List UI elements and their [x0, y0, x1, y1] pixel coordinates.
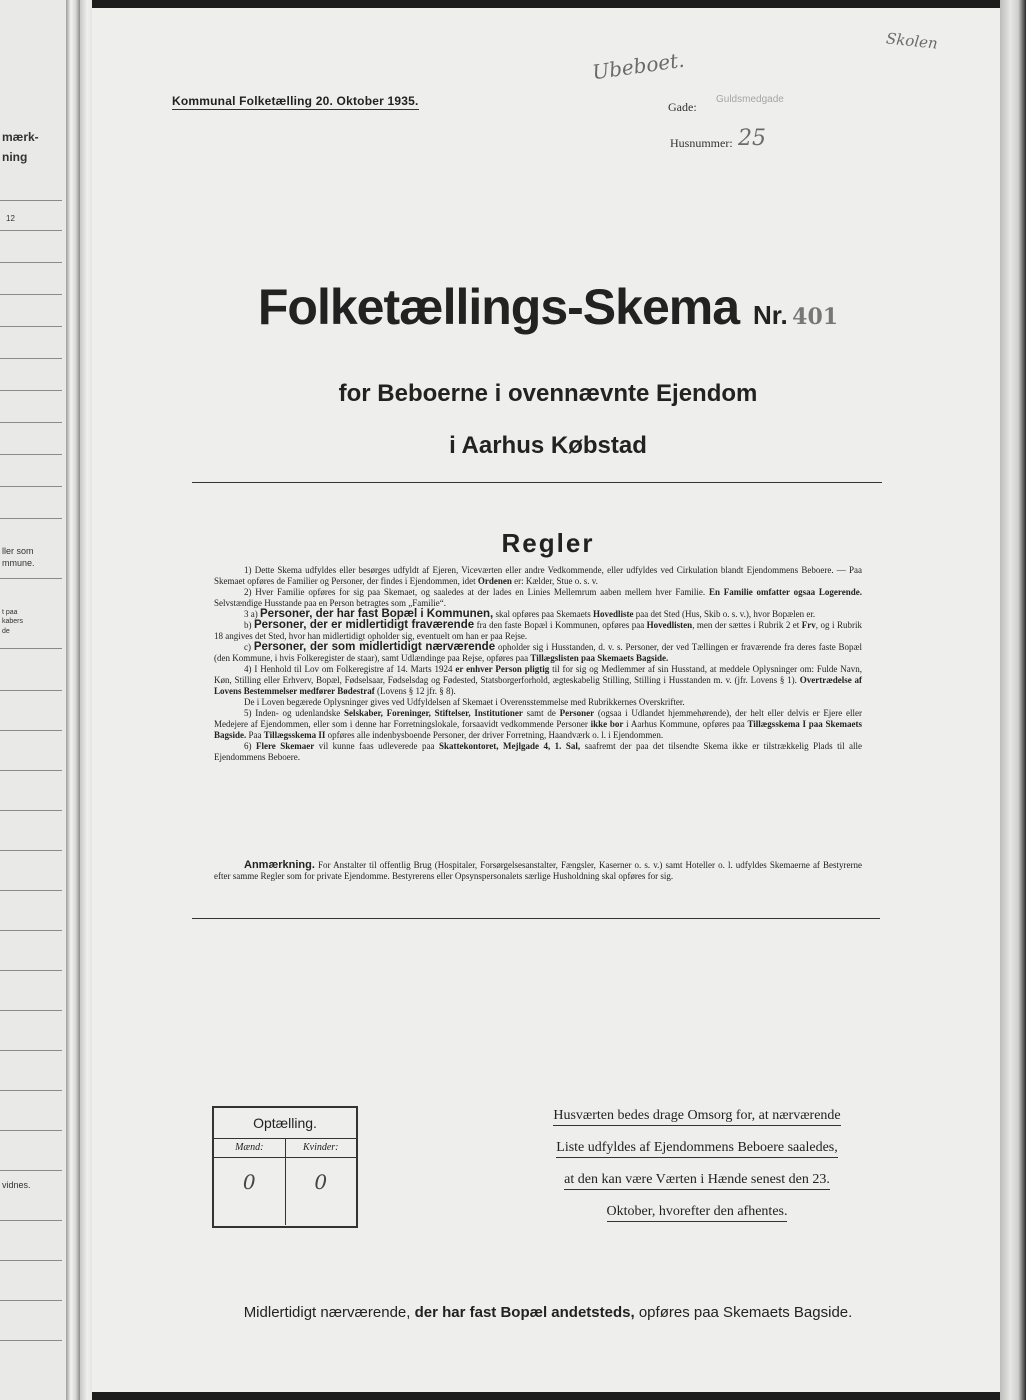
rule-3c: c) Personer, der som midlertidigt nærværende opholder sig i Husstanden, d. v. s. Personer, der ved Tællingen er fraværende fra deres faste Bopæl (den Kommune, i hvis Folkeregister de staar), samt Udlændinge paa Rejse, opføres paa Tillægslisten paa Skemaets Bagside.	[214, 641, 863, 663]
form-number-label: Nr.	[753, 300, 788, 330]
footer-part-2: der har fast Bopæl andetsteds,	[414, 1304, 635, 1321]
maend-column	[214, 1139, 285, 1225]
kvinder-column	[285, 1139, 357, 1225]
anmaerkning-label: Anmærkning.	[244, 859, 315, 871]
rule-6: 6) Flere Skemaer vil kunne faas udleverede paa Skattekontoret, Mejlgade 4, 1. Sal, saafremt der paa det tilsendte Skema ikke er tilstrækkelig Plads til alle Ejendommens Beboere.	[214, 741, 863, 762]
handwritten-ubeboet: Ubeboet.	[590, 47, 686, 85]
form-title	[92, 278, 1004, 336]
left-frag-3: t paa	[2, 609, 18, 616]
handwritten-skolen: Skolen	[885, 29, 939, 53]
husnummer-value: 25	[738, 126, 766, 151]
gade-value: Guldsmedgade	[716, 94, 784, 105]
optaelling-title: Optælling.	[214, 1108, 356, 1139]
husnummer-label: Husnummer:	[670, 136, 733, 150]
maend-label: Mænd:	[214, 1139, 285, 1158]
gade-label: Gade:	[668, 100, 697, 114]
form-subtitle-2: i Aarhus Købstad	[449, 432, 647, 459]
anmaerkning-text: For Anstalter til offentlig Brug (Hospitaler, Forsørgelsesanstalter, Fængsler, Kaserner o. s. v.) samt Hoteller o. l. udfyldes Skemaerne af Bestyrerne efter samme Regler som for private Ejendomme. Bestyrerens eller Opsynspersonalets særlige Husholdning skal opføres for sig.	[214, 860, 863, 881]
footer-part-1: Midlertidigt nærværende,	[243, 1304, 411, 1321]
rule-4: 4) I Henhold til Lov om Folkeregistre af 14. Marts 1924 er enhver Person pligtig til for sig og Medlemmer af sin Husstand, at meddele Oplysninger om: Fulde Navn, Køn, Stilling eller Erhverv, Bopæl, Fødselsaar, Fødselsdag og Fødested, Statsborgerforhold, ægteskabelig Stilling, Stilling i Husstanden m. v. (jfr. Lovens § 1). Overtrædelse af Lovens Bestemmelser medfører Bødestraf (Lovens § 12 jfr. § 8).	[214, 664, 863, 696]
census-header-title: Kommunal Folketælling 20. Oktober 1935.	[172, 94, 419, 108]
rule-3a: 3 a) Personer, der har fast Bopæl i Kommunen, skal opføres paa Skemaets Hovedliste paa det Sted (Hus, Skib o. s. v.), hvor Bopælen er.	[244, 608, 816, 620]
page-edge	[1000, 0, 1026, 1400]
rule-4-p2: De i Loven begærede Oplysninger gives ved Udfyldelsen af Skemaet i Overensstemmelse med Rubrikkernes Overskrifter.	[244, 697, 685, 707]
rule-3b: b) Personer, der er midlertidigt fraværende fra den faste Bopæl i Kommunen, opføres paa Hovedlisten, men der sættes i Rubrik 2 et Frv, og i Rubrik 18 angives det Sted, hvor han midlertidigt opholder sig, eventuelt om han er paa Rejse.	[214, 619, 862, 641]
rule-1: 1) Dette Skema udfyldes eller besørges udfyldt af Ejeren, Viceværten eller andre Vedkommende, eller udfyldes ved Cirkulation blandt Ejendommens Beboere. — Paa Skemaet opføres de Familier og Personer, der findes i Ejendommen, idet Ordenen er: Kælder, Stue o. s. v.	[214, 565, 862, 586]
form-title-main: Folketællings-Skema	[257, 279, 740, 335]
regler-heading: Regler	[501, 528, 595, 558]
book-binding	[66, 0, 80, 1400]
footer-note	[92, 1304, 1004, 1321]
left-frag-2: mmune.	[2, 558, 35, 568]
divider-top	[192, 482, 882, 483]
notice-line-4: Oktober, hvorefter den afhentes.	[607, 1204, 788, 1222]
kvinder-label: Kvinder:	[286, 1139, 357, 1158]
landlord-notice	[512, 1108, 882, 1236]
page-gutter	[80, 0, 92, 1400]
optaelling-box	[212, 1106, 358, 1228]
footer-part-3: opføres paa Skemaets Bagside.	[638, 1304, 853, 1321]
rule-5: 5) Inden- og udenlandske Selskaber, Foreninger, Stiftelser, Institutioner samt de Personer (ogsaa i Udlandet hjemmehørende), der helt eller delvis er Ejere eller Medejere af Ejendommen, eller som i denne har Forretningslokale, forsaavidt vedkommende Personer ikke bor i Aarhus Kommune, opføres paa Tillægsskema I paa Skemaets Bagside. Paa Tillægsskema II opføres alle indenbysboende Personer, der driver Forretning, Haandværk o. l. i Ejendommen.	[214, 708, 863, 740]
maend-value: 0	[242, 1170, 256, 1194]
divider-bottom	[192, 918, 880, 919]
left-frag-1: ller som	[2, 546, 34, 556]
anmaerkning-block	[214, 860, 862, 882]
left-col-number: 12	[6, 214, 15, 223]
kvinder-value: 0	[314, 1170, 328, 1194]
census-form-page	[92, 8, 1004, 1392]
form-number-value: 401	[792, 304, 839, 330]
form-subtitle-1: for Beboerne i ovennævnte Ejendom	[338, 380, 758, 407]
left-mark-bottom: ning	[2, 150, 28, 164]
notice-line-3: at den kan være Værten i Hænde senest den 23.	[564, 1172, 830, 1190]
rule-2: 2) Hver Familie opføres for sig paa Skemaet, og saaledes at der lades en Linies Mellemrum aaben mellem hver Familie. En Familie omfatter ogsaa Logerende. Selvstændige Husstande paa en Person betragtes som „Familie“.	[214, 587, 862, 608]
left-mark-top: mærk-	[2, 130, 39, 144]
left-frag-5: de	[2, 628, 10, 635]
left-page-strip	[0, 0, 67, 1400]
left-frag-4: kabers	[2, 618, 24, 625]
rules-text	[214, 565, 862, 763]
notice-line-1: Husværten bedes drage Omsorg for, at nærværende	[553, 1108, 840, 1126]
notice-line-2: Liste udfyldes af Ejendommens Beboere saaledes,	[556, 1140, 837, 1158]
left-frag-6: vidnes.	[2, 1180, 31, 1190]
